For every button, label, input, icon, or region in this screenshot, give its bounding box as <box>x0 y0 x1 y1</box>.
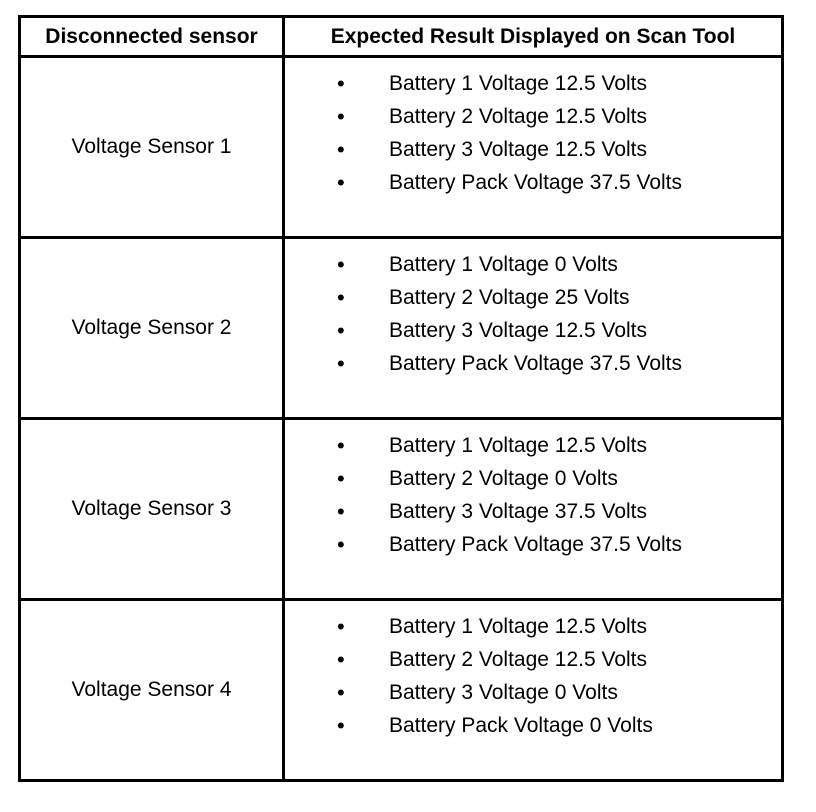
result-cell <box>284 57 783 238</box>
bullet-icon: • <box>337 71 345 96</box>
result-text: Battery Pack Voltage 37.5 Volts <box>389 533 683 556</box>
result-text: Battery 2 Voltage 12.5 Volts <box>389 105 648 128</box>
sensor-name-cell: Voltage Sensor 3 <box>20 419 284 600</box>
table-row <box>20 57 783 238</box>
list-item <box>285 528 781 561</box>
result-list <box>285 239 781 380</box>
list-item <box>285 643 781 676</box>
list-item <box>285 281 781 314</box>
result-text: Battery 3 Voltage 37.5 Volts <box>389 500 648 523</box>
result-text: Battery 1 Voltage 12.5 Volts <box>389 434 648 457</box>
result-text: Battery 1 Voltage 0 Volts <box>389 253 618 276</box>
list-item <box>285 347 781 380</box>
result-text: Battery Pack Voltage 0 Volts <box>389 714 653 737</box>
list-item <box>285 100 781 133</box>
list-item <box>285 610 781 643</box>
result-cell <box>284 419 783 600</box>
bullet-icon: • <box>337 713 345 738</box>
result-text: Battery 3 Voltage 12.5 Volts <box>389 319 648 342</box>
list-item <box>285 67 781 100</box>
result-text: Battery Pack Voltage 37.5 Volts <box>389 171 683 194</box>
header-row <box>20 17 783 57</box>
result-list <box>285 420 781 561</box>
list-item <box>285 248 781 281</box>
table-row <box>20 238 783 419</box>
header-expected-result: Expected Result Displayed on Scan Tool <box>284 17 783 57</box>
sensor-name-cell: Voltage Sensor 4 <box>20 600 284 781</box>
list-item <box>285 676 781 709</box>
bullet-icon: • <box>337 614 345 639</box>
list-item <box>285 709 781 742</box>
sensor-results-table <box>18 15 784 782</box>
bullet-icon: • <box>337 252 345 277</box>
bullet-icon: • <box>337 351 345 376</box>
bullet-icon: • <box>337 466 345 491</box>
list-item <box>285 495 781 528</box>
result-cell <box>284 238 783 419</box>
table-row <box>20 600 783 781</box>
bullet-icon: • <box>337 104 345 129</box>
bullet-icon: • <box>337 680 345 705</box>
result-list <box>285 601 781 742</box>
list-item <box>285 462 781 495</box>
bullet-icon: • <box>337 532 345 557</box>
bullet-icon: • <box>337 647 345 672</box>
list-item <box>285 314 781 347</box>
result-cell <box>284 600 783 781</box>
header-disconnected-sensor: Disconnected sensor <box>20 17 284 57</box>
bullet-icon: • <box>337 170 345 195</box>
result-text: Battery 2 Voltage 25 Volts <box>389 286 630 309</box>
table-row <box>20 419 783 600</box>
result-text: Battery 3 Voltage 12.5 Volts <box>389 138 648 161</box>
bullet-icon: • <box>337 499 345 524</box>
bullet-icon: • <box>337 318 345 343</box>
result-text: Battery Pack Voltage 37.5 Volts <box>389 352 683 375</box>
sensor-name-cell: Voltage Sensor 2 <box>20 238 284 419</box>
result-text: Battery 2 Voltage 12.5 Volts <box>389 648 648 671</box>
bullet-icon: • <box>337 285 345 310</box>
result-text: Battery 1 Voltage 12.5 Volts <box>389 615 648 638</box>
bullet-icon: • <box>337 433 345 458</box>
list-item <box>285 166 781 199</box>
list-item <box>285 133 781 166</box>
sensor-name-cell: Voltage Sensor 1 <box>20 57 284 238</box>
result-text: Battery 1 Voltage 12.5 Volts <box>389 72 648 95</box>
result-list <box>285 58 781 199</box>
result-text: Battery 3 Voltage 0 Volts <box>389 681 618 704</box>
list-item <box>285 429 781 462</box>
result-text: Battery 2 Voltage 0 Volts <box>389 467 618 490</box>
bullet-icon: • <box>337 137 345 162</box>
